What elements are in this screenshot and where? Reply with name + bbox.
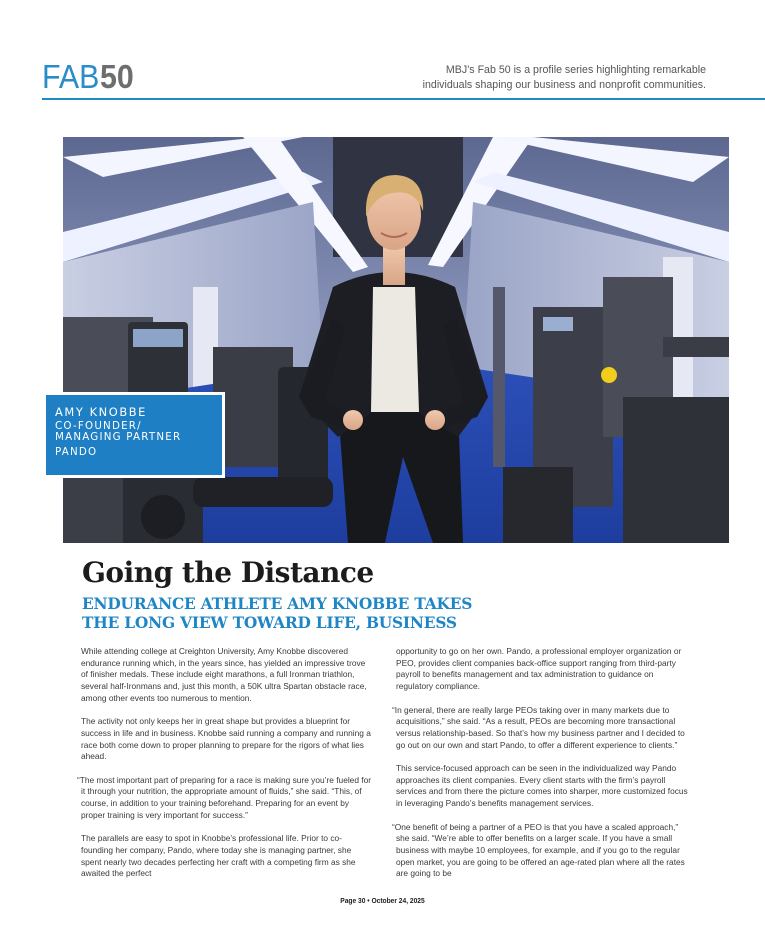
tagline-line: MBJ’s Fab 50 is a profile series highlighting remarkable: [445, 64, 706, 76]
feature-photo: [63, 137, 729, 543]
profile-company: PANDO: [55, 446, 98, 458]
article-headline: Going the Distance: [82, 556, 374, 589]
article-column-left: [77, 646, 373, 892]
body-paragraph: “One benefit of being a partner of a PEO is that you have a scaled approach,” she said. “We’re able to offer benefits on a larger scale. If you have a small business with maybe 10 employees, for example, and if you go to the regular open market, you are going to be offered an age-rated plan where all the rates are going to be: [392, 821, 685, 879]
body-paragraph: opportunity to go on her own. Pando, a professional employer organization or PEO, provides client companies back-office support ranging from third-party payroll to benefits management and tax administration to guidance on regulatory compliance.: [396, 646, 682, 692]
profile-name: AMY KNOBBE: [55, 405, 147, 419]
fab50-logo: [42, 58, 137, 94]
series-tagline: [396, 63, 706, 92]
logo-word: FAB: [42, 58, 100, 95]
article-column-right: [392, 646, 692, 892]
page-folio: Page 30 • October 24, 2025: [340, 896, 425, 905]
header-divider: [42, 98, 765, 100]
subhead-line: ENDURANCE ATHLETE AMY KNOBBE TAKES: [82, 595, 473, 613]
body-paragraph: “The most important part of preparing for a race is making sure you’re fueled for it through your nutrition, the appropriate amount of fluids,” she said. “This, of course, in addition to your training beforehand. Preparing for an event by proper training is very important for success.”: [77, 774, 372, 820]
article-subhead: [82, 595, 552, 633]
subhead-line: THE LONG VIEW TOWARD LIFE, BUSINESS: [82, 614, 457, 632]
body-paragraph: The parallels are easy to spot in Knobbe’s professional life. Prior to co-founding her company, Pando, where today she is managing partner, she spent nearly two decades perfecting her craft with a competing firm as she awaited the perfect: [81, 833, 356, 879]
tagline-line: individuals shaping our business and nonprofit communities.: [422, 78, 706, 91]
profile-title: CO-FOUNDER/: [55, 420, 142, 432]
profile-name-card: [43, 392, 225, 478]
gym-portrait-illustration: [63, 137, 729, 543]
body-paragraph: While attending college at Creighton University, Amy Knobbe discovered endurance running which, in the years since, has yielded an impressive trove of finisher medals. These include eight marathons, a full Ironman triathlon, several half-Ironmans and, just this month, a 50K ultra Spartan obstacle race, among other events too numerous to mention.: [81, 646, 367, 703]
body-paragraph: “In general, there are really large PEOs taking over in many markets due to acquisitions,” she said. “As a result, PEOs are becoming more transactional versus relationship-based. So that’s how my business partner and I decided to go out on our own and start Pando, to offer a different experience to clients.”: [392, 704, 685, 750]
body-paragraph: This service-focused approach can be seen in the individualized way Pando approaches its client companies. Every client starts with the firm’s payroll services and from there the picture comes into sharper, more customized focus in leveraging Pando’s benefits management services.: [396, 763, 688, 809]
profile-title: MANAGING PARTNER: [55, 431, 182, 443]
body-paragraph: The activity not only keeps her in great shape but provides a blueprint for success in life and in business. Knobbe said running a company and running a race both come down to proper planning to prepare for the rigors of what lies ahead.: [81, 716, 371, 762]
logo-number: 50: [100, 58, 135, 95]
